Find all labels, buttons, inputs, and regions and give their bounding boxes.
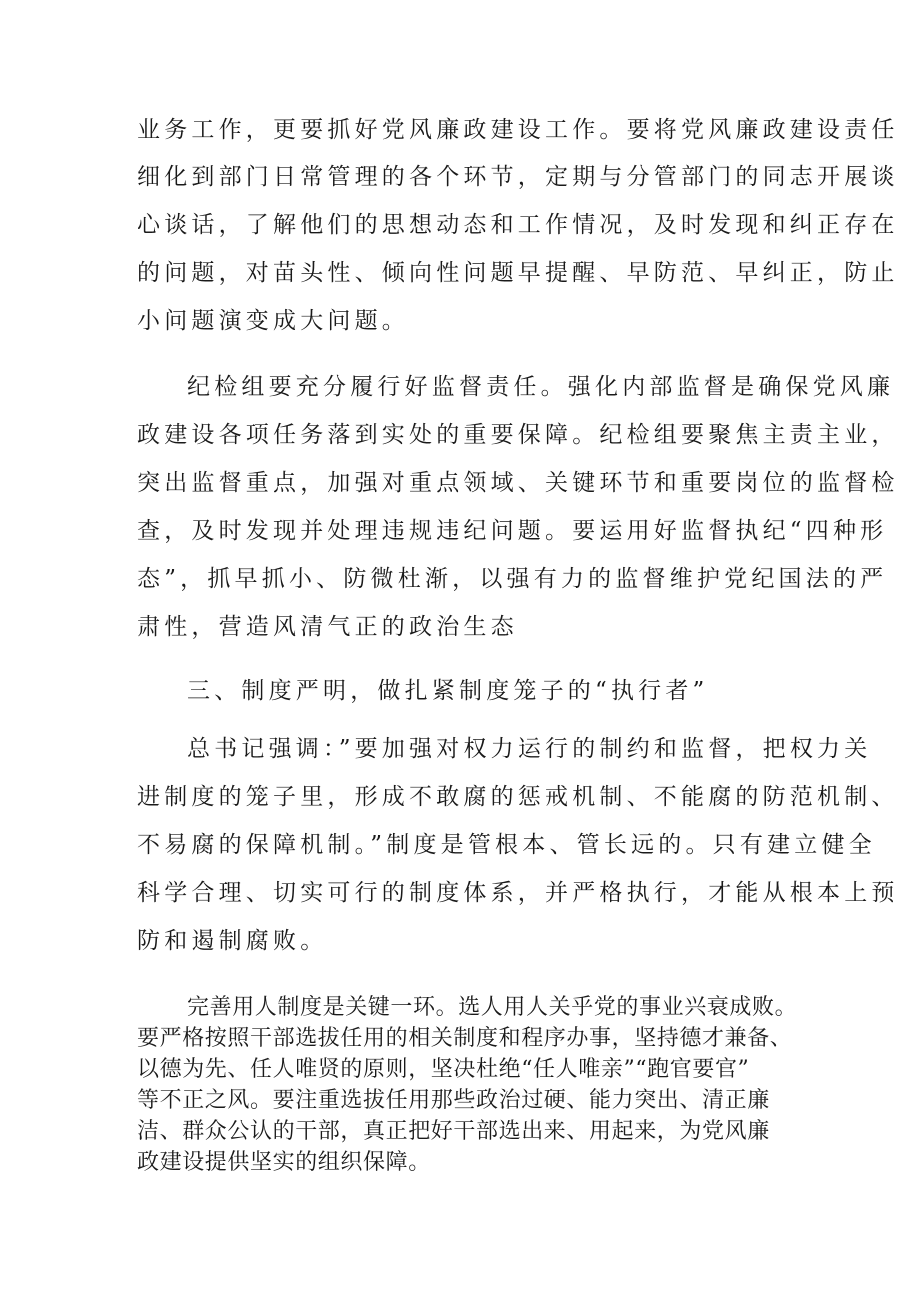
- paragraph-1-line-1: 业务工作，更要抓好党风廉政建设工作。要将党风廉政建设责任: [137, 117, 899, 143]
- paragraph-2-line-6: 肃性，营造风清气正的政治生态: [137, 614, 518, 640]
- paragraph-3-line-5: 防和遏制腐败。: [137, 928, 328, 954]
- paragraph-3-line-3: 不易腐的保障机制。”制度是管根本、管长远的。只有建立健全: [137, 832, 876, 858]
- paragraph-2-line-3: 突出监督重点，加强对重点领域、关键环节和重要岗位的监督检: [137, 470, 899, 496]
- paragraph-2-line-5: 态”，抓早抓小、防微杜渐，以强有力的监督维护党纪国法的严: [137, 566, 888, 592]
- paragraph-4-line-6: 政建设提供坚实的组织保障。: [137, 1150, 431, 1175]
- paragraph-1-line-3: 心谈话，了解他们的思想动态和工作情况，及时发现和纠正存在: [137, 212, 899, 238]
- paragraph-4-line-3: 以德为先、任人唯贤的原则，坚决杜绝“任人唯亲”“跑官要官”: [137, 1057, 750, 1082]
- paragraph-3-line-4: 科学合理、切实可行的制度体系，并严格执行，才能从根本上预: [137, 880, 899, 906]
- paragraph-4-line-5: 洁、群众公认的干部，真正把好干部选出来、用起来，为党风廉: [137, 1119, 770, 1144]
- paragraph-3-line-1: 总书记强调：”要加强对权力运行的制约和监督，把权力关: [187, 736, 872, 762]
- paragraph-2-line-4: 查，及时发现并处理违规违纪问题。要运用好监督执纪“四种形: [137, 518, 888, 544]
- paragraph-4-line-1: 完善用人制度是关键一环。选人用人关乎党的事业兴衰成败。: [187, 995, 798, 1020]
- paragraph-3-line-2: 进制度的笼子里，形成不敢腐的惩戒机制、不能腐的防范机制、: [137, 784, 899, 810]
- section-heading-3: 三、制度严明，做扎紧制度笼子的“执行者”: [187, 678, 709, 704]
- paragraph-2-line-2: 政建设各项任务落到实处的重要保障。纪检组要聚焦主责主业，: [137, 422, 899, 448]
- paragraph-1-line-2: 细化到部门日常管理的各个环节，定期与分管部门的同志开展谈: [137, 164, 899, 190]
- paragraph-1-line-4: 的问题，对苗头性、倾向性问题早提醒、早防范、早纠正，防止: [137, 260, 899, 286]
- paragraph-2-line-1: 纪检组要充分履行好监督责任。强化内部监督是确保党风廉: [187, 374, 895, 400]
- paragraph-4-line-4: 等不正之风。要注重选拔任用那些政治过硬、能力突出、清正廉: [137, 1088, 770, 1113]
- paragraph-1-line-5: 小问题演变成大问题。: [137, 308, 409, 334]
- paragraph-4-line-2: 要严格按照干部选拔任用的相关制度和程序办事，坚持德才兼备、: [137, 1026, 793, 1051]
